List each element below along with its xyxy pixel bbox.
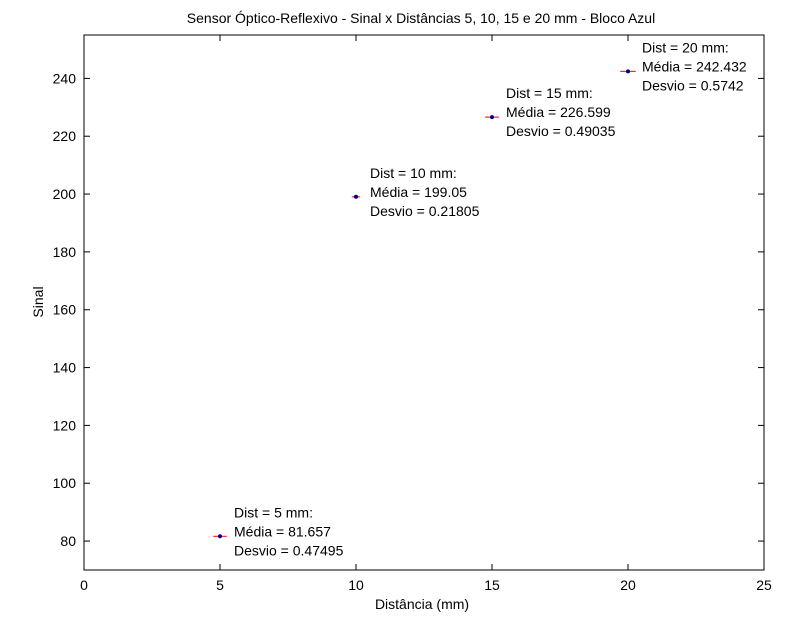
chart-title: Sensor Óptico-Reflexivo - Sinal x Distâncias 5, 10, 15 e 20 mm - Bloco Azul — [186, 10, 656, 26]
x-tick-label: 0 — [80, 577, 88, 593]
plot-area — [84, 35, 764, 570]
y-tick-label: 220 — [52, 128, 76, 145]
point-annotation-line: Média = 81.657 — [234, 523, 331, 540]
data-point — [218, 534, 222, 538]
data-point — [354, 195, 358, 199]
point-annotation-line: Média = 226.599 — [506, 104, 611, 121]
point-annotation-line: Dist = 15 mm: — [506, 85, 593, 102]
data-point — [626, 69, 630, 73]
point-annotation-line: Dist = 10 mm: — [370, 164, 457, 181]
data-point — [490, 115, 494, 119]
y-tick-label: 180 — [52, 243, 76, 260]
y-tick-label: 160 — [52, 301, 76, 318]
y-tick-label: 200 — [52, 186, 76, 203]
point-annotation-line: Desvio = 0.21805 — [370, 202, 480, 219]
point-annotation-line: Dist = 20 mm: — [642, 39, 729, 56]
x-tick-label: 15 — [484, 577, 500, 593]
y-tick-label: 140 — [52, 359, 76, 376]
x-tick-label: 25 — [756, 577, 772, 593]
point-annotation-line: Desvio = 0.47495 — [234, 542, 344, 559]
point-annotation-line: Dist = 5 mm: — [234, 504, 313, 521]
point-annotation-line: Média = 199.05 — [370, 183, 467, 200]
point-annotation-line: Desvio = 0.5742 — [642, 77, 744, 94]
y-tick-label: 80 — [60, 533, 76, 550]
x-tick-label: 5 — [216, 577, 224, 593]
y-tick-label: 100 — [52, 475, 76, 492]
point-annotation-line: Média = 242.432 — [642, 58, 747, 75]
x-tick-label: 20 — [620, 577, 636, 593]
y-tick-label: 120 — [52, 417, 76, 434]
y-tick-label: 240 — [52, 70, 76, 87]
point-annotation-line: Desvio = 0.49035 — [506, 123, 616, 140]
x-tick-label: 10 — [348, 577, 364, 593]
y-axis-label: Sinal — [30, 286, 46, 318]
x-axis-label: Distância (mm) — [374, 596, 470, 612]
